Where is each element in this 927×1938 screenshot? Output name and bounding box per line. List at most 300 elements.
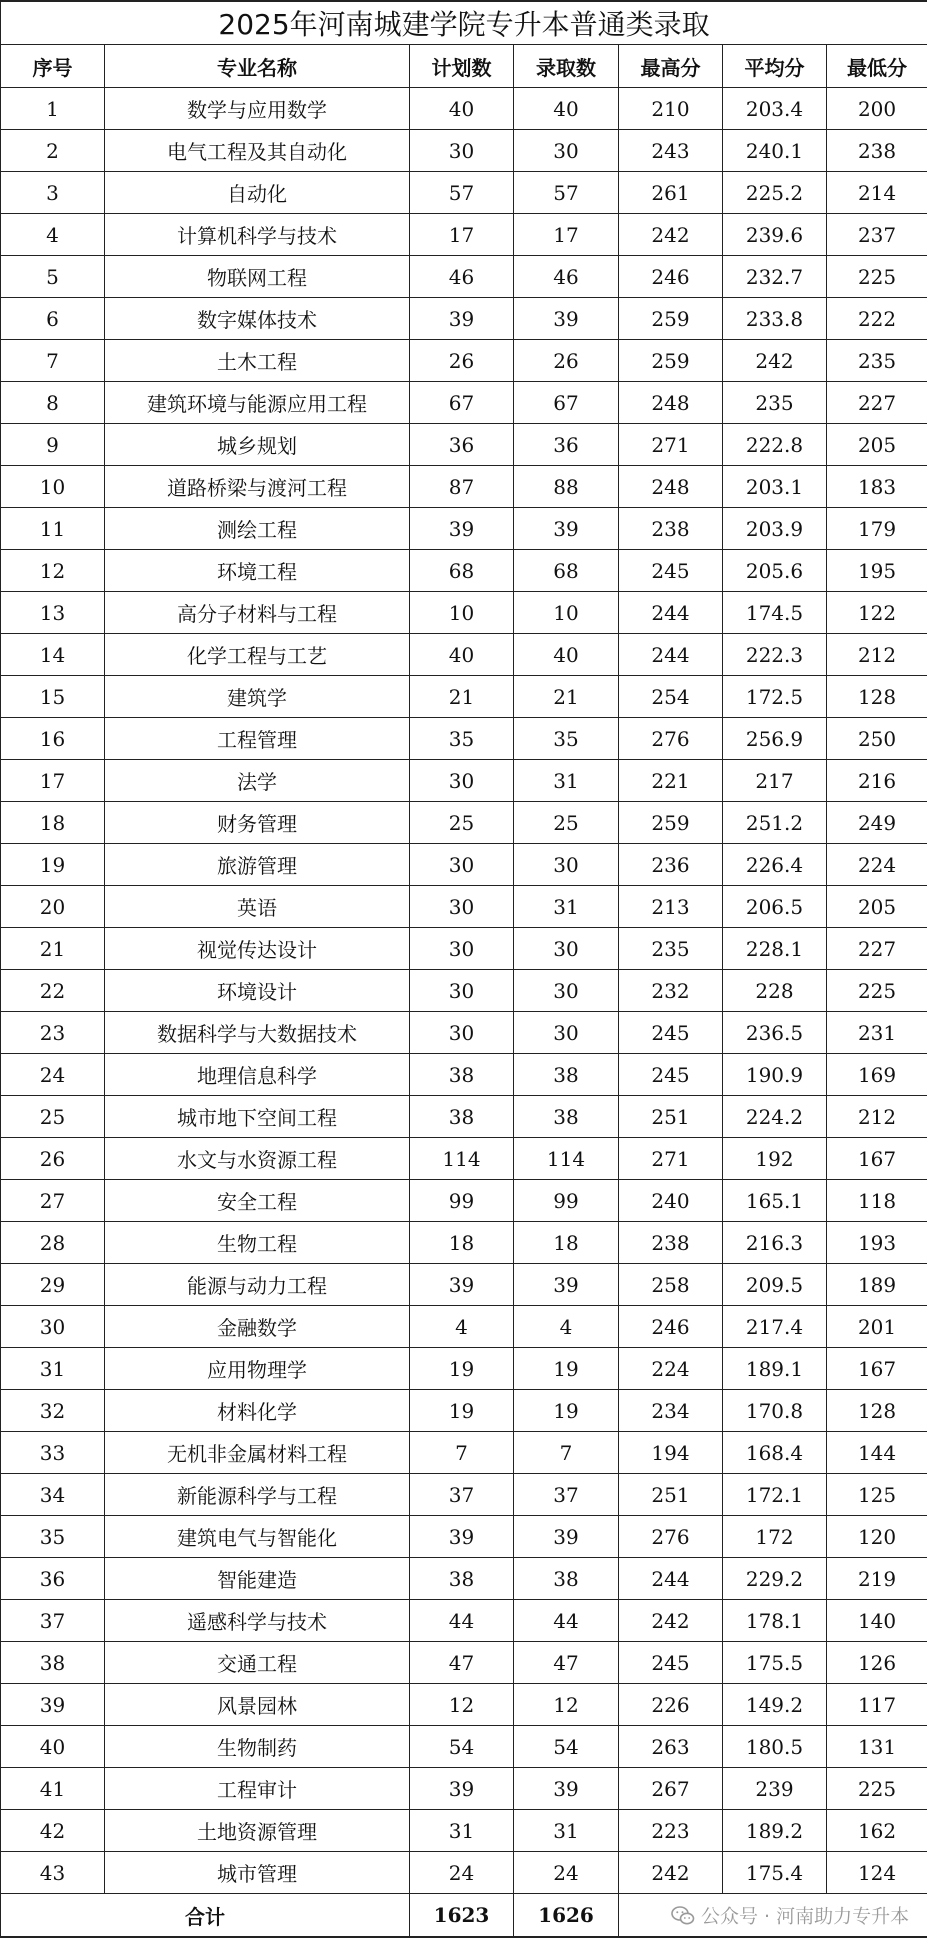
min-score-cell: 205 bbox=[827, 886, 927, 928]
planned-count-cell: 40 bbox=[410, 634, 514, 676]
major-name-cell: 安全工程 bbox=[105, 1180, 410, 1222]
min-score-cell: 195 bbox=[827, 550, 927, 592]
planned-count-cell: 67 bbox=[410, 382, 514, 424]
major-name-cell: 法学 bbox=[105, 760, 410, 802]
major-name-cell: 电气工程及其自动化 bbox=[105, 130, 410, 172]
min-score-cell: 144 bbox=[827, 1432, 927, 1474]
max-score-cell: 245 bbox=[619, 1054, 723, 1096]
min-score-cell: 225 bbox=[827, 256, 927, 298]
min-score-cell: 189 bbox=[827, 1264, 927, 1306]
planned-count-cell: 37 bbox=[410, 1474, 514, 1516]
column-header-major: 专业名称 bbox=[105, 45, 410, 88]
avg-score-cell: 217 bbox=[723, 760, 827, 802]
avg-score-cell: 170.8 bbox=[723, 1390, 827, 1432]
max-score-cell: 245 bbox=[619, 550, 723, 592]
index-cell: 28 bbox=[1, 1222, 105, 1264]
planned-count-cell: 19 bbox=[410, 1390, 514, 1432]
min-score-cell: 162 bbox=[827, 1810, 927, 1852]
table-row bbox=[1, 508, 927, 550]
major-name-cell: 遥感科学与技术 bbox=[105, 1600, 410, 1642]
avg-score-cell: 203.4 bbox=[723, 88, 827, 130]
planned-count-cell: 26 bbox=[410, 340, 514, 382]
planned-count-cell: 54 bbox=[410, 1726, 514, 1768]
planned-count-cell: 36 bbox=[410, 424, 514, 466]
index-cell: 1 bbox=[1, 88, 105, 130]
max-score-cell: 246 bbox=[619, 256, 723, 298]
planned-count-cell: 17 bbox=[410, 214, 514, 256]
avg-score-cell: 226.4 bbox=[723, 844, 827, 886]
min-score-cell: 167 bbox=[827, 1138, 927, 1180]
min-score-cell: 126 bbox=[827, 1642, 927, 1684]
table-row bbox=[1, 676, 927, 718]
avg-score-cell: 233.8 bbox=[723, 298, 827, 340]
max-score-cell: 223 bbox=[619, 1810, 723, 1852]
max-score-cell: 261 bbox=[619, 172, 723, 214]
admitted-count-cell: 30 bbox=[514, 928, 619, 970]
max-score-cell: 245 bbox=[619, 1642, 723, 1684]
max-score-cell: 244 bbox=[619, 1558, 723, 1600]
table-row bbox=[1, 592, 927, 634]
table-title: 2025年河南城建学院专升本普通类录取 bbox=[1, 1, 927, 45]
index-cell: 15 bbox=[1, 676, 105, 718]
admitted-count-cell: 35 bbox=[514, 718, 619, 760]
planned-count-cell: 38 bbox=[410, 1096, 514, 1138]
table-row bbox=[1, 466, 927, 508]
admitted-count-cell: 39 bbox=[514, 1516, 619, 1558]
min-score-cell: 238 bbox=[827, 130, 927, 172]
avg-score-cell: 174.5 bbox=[723, 592, 827, 634]
avg-score-cell: 209.5 bbox=[723, 1264, 827, 1306]
planned-count-cell: 114 bbox=[410, 1138, 514, 1180]
admitted-count-cell: 7 bbox=[514, 1432, 619, 1474]
table-row bbox=[1, 88, 927, 130]
avg-score-cell: 235 bbox=[723, 382, 827, 424]
table-row bbox=[1, 844, 927, 886]
table-row bbox=[1, 1642, 927, 1684]
planned-count-cell: 39 bbox=[410, 1264, 514, 1306]
max-score-cell: 251 bbox=[619, 1474, 723, 1516]
table-row bbox=[1, 886, 927, 928]
max-score-cell: 248 bbox=[619, 466, 723, 508]
planned-count-cell: 30 bbox=[410, 928, 514, 970]
admitted-count-cell: 37 bbox=[514, 1474, 619, 1516]
table-row bbox=[1, 718, 927, 760]
index-cell: 11 bbox=[1, 508, 105, 550]
planned-count-cell: 24 bbox=[410, 1852, 514, 1894]
avg-score-cell: 178.1 bbox=[723, 1600, 827, 1642]
table-row bbox=[1, 1096, 927, 1138]
table-row bbox=[1, 970, 927, 1012]
admitted-count-cell: 54 bbox=[514, 1726, 619, 1768]
min-score-cell: 227 bbox=[827, 928, 927, 970]
table-row bbox=[1, 1852, 927, 1894]
major-name-cell: 物联网工程 bbox=[105, 256, 410, 298]
title-row bbox=[1, 1, 927, 45]
column-header-max-score: 最高分 bbox=[619, 45, 723, 88]
min-score-cell: 212 bbox=[827, 1096, 927, 1138]
index-cell: 35 bbox=[1, 1516, 105, 1558]
min-score-cell: 118 bbox=[827, 1180, 927, 1222]
index-cell: 41 bbox=[1, 1768, 105, 1810]
planned-count-cell: 39 bbox=[410, 1768, 514, 1810]
avg-score-cell: 217.4 bbox=[723, 1306, 827, 1348]
index-cell: 34 bbox=[1, 1474, 105, 1516]
max-score-cell: 246 bbox=[619, 1306, 723, 1348]
admitted-count-cell: 30 bbox=[514, 1012, 619, 1054]
planned-count-cell: 31 bbox=[410, 1810, 514, 1852]
min-score-cell: 128 bbox=[827, 676, 927, 718]
planned-count-cell: 39 bbox=[410, 508, 514, 550]
avg-score-cell: 222.8 bbox=[723, 424, 827, 466]
table-row bbox=[1, 214, 927, 256]
major-name-cell: 计算机科学与技术 bbox=[105, 214, 410, 256]
min-score-cell: 237 bbox=[827, 214, 927, 256]
planned-count-cell: 12 bbox=[410, 1684, 514, 1726]
index-cell: 2 bbox=[1, 130, 105, 172]
index-cell: 25 bbox=[1, 1096, 105, 1138]
index-cell: 37 bbox=[1, 1600, 105, 1642]
major-name-cell: 道路桥梁与渡河工程 bbox=[105, 466, 410, 508]
major-name-cell: 能源与动力工程 bbox=[105, 1264, 410, 1306]
index-cell: 5 bbox=[1, 256, 105, 298]
max-score-cell: 271 bbox=[619, 1138, 723, 1180]
avg-score-cell: 224.2 bbox=[723, 1096, 827, 1138]
max-score-cell: 224 bbox=[619, 1348, 723, 1390]
wechat-icon bbox=[671, 1905, 695, 1925]
max-score-cell: 259 bbox=[619, 802, 723, 844]
max-score-cell: 242 bbox=[619, 1600, 723, 1642]
table-row bbox=[1, 1558, 927, 1600]
admitted-count-cell: 19 bbox=[514, 1348, 619, 1390]
avg-score-cell: 239 bbox=[723, 1768, 827, 1810]
column-header-planned: 计划数 bbox=[410, 45, 514, 88]
planned-count-cell: 30 bbox=[410, 130, 514, 172]
table-row bbox=[1, 256, 927, 298]
index-cell: 9 bbox=[1, 424, 105, 466]
admitted-count-cell: 38 bbox=[514, 1054, 619, 1096]
admitted-count-cell: 38 bbox=[514, 1096, 619, 1138]
major-name-cell: 风景园林 bbox=[105, 1684, 410, 1726]
admitted-count-cell: 31 bbox=[514, 1810, 619, 1852]
max-score-cell: 245 bbox=[619, 1012, 723, 1054]
index-cell: 31 bbox=[1, 1348, 105, 1390]
avg-score-cell: 228 bbox=[723, 970, 827, 1012]
table-row bbox=[1, 1600, 927, 1642]
admitted-count-cell: 19 bbox=[514, 1390, 619, 1432]
min-score-cell: 140 bbox=[827, 1600, 927, 1642]
major-name-cell: 自动化 bbox=[105, 172, 410, 214]
admitted-count-cell: 25 bbox=[514, 802, 619, 844]
admitted-count-cell: 67 bbox=[514, 382, 619, 424]
major-name-cell: 工程管理 bbox=[105, 718, 410, 760]
planned-count-cell: 99 bbox=[410, 1180, 514, 1222]
table-row bbox=[1, 1516, 927, 1558]
major-name-cell: 水文与水资源工程 bbox=[105, 1138, 410, 1180]
index-cell: 13 bbox=[1, 592, 105, 634]
admitted-count-cell: 24 bbox=[514, 1852, 619, 1894]
table-row bbox=[1, 1726, 927, 1768]
index-cell: 3 bbox=[1, 172, 105, 214]
index-cell: 39 bbox=[1, 1684, 105, 1726]
admitted-count-cell: 40 bbox=[514, 634, 619, 676]
column-header-admitted: 录取数 bbox=[514, 45, 619, 88]
max-score-cell: 240 bbox=[619, 1180, 723, 1222]
max-score-cell: 242 bbox=[619, 214, 723, 256]
avg-score-cell: 149.2 bbox=[723, 1684, 827, 1726]
index-cell: 8 bbox=[1, 382, 105, 424]
table-row bbox=[1, 1180, 927, 1222]
admitted-count-cell: 40 bbox=[514, 88, 619, 130]
table-row bbox=[1, 1222, 927, 1264]
min-score-cell: 225 bbox=[827, 970, 927, 1012]
max-score-cell: 235 bbox=[619, 928, 723, 970]
avg-score-cell: 172 bbox=[723, 1516, 827, 1558]
min-score-cell: 179 bbox=[827, 508, 927, 550]
admitted-count-cell: 46 bbox=[514, 256, 619, 298]
avg-score-cell: 242 bbox=[723, 340, 827, 382]
avg-score-cell: 232.7 bbox=[723, 256, 827, 298]
admitted-count-cell: 114 bbox=[514, 1138, 619, 1180]
min-score-cell: 205 bbox=[827, 424, 927, 466]
max-score-cell: 232 bbox=[619, 970, 723, 1012]
table-row bbox=[1, 424, 927, 466]
table-row bbox=[1, 928, 927, 970]
max-score-cell: 213 bbox=[619, 886, 723, 928]
admitted-count-cell: 31 bbox=[514, 760, 619, 802]
admitted-count-cell: 38 bbox=[514, 1558, 619, 1600]
min-score-cell: 169 bbox=[827, 1054, 927, 1096]
table-row bbox=[1, 1264, 927, 1306]
table-row bbox=[1, 802, 927, 844]
min-score-cell: 225 bbox=[827, 1768, 927, 1810]
column-header-avg-score: 平均分 bbox=[723, 45, 827, 88]
min-score-cell: 200 bbox=[827, 88, 927, 130]
index-cell: 23 bbox=[1, 1012, 105, 1054]
header-row bbox=[1, 45, 927, 88]
planned-count-cell: 46 bbox=[410, 256, 514, 298]
major-name-cell: 高分子材料与工程 bbox=[105, 592, 410, 634]
avg-score-cell: 175.4 bbox=[723, 1852, 827, 1894]
index-cell: 22 bbox=[1, 970, 105, 1012]
min-score-cell: 122 bbox=[827, 592, 927, 634]
planned-count-cell: 30 bbox=[410, 1012, 514, 1054]
major-name-cell: 城市地下空间工程 bbox=[105, 1096, 410, 1138]
avg-score-cell: 172.5 bbox=[723, 676, 827, 718]
admitted-count-cell: 26 bbox=[514, 340, 619, 382]
major-name-cell: 地理信息科学 bbox=[105, 1054, 410, 1096]
index-cell: 6 bbox=[1, 298, 105, 340]
major-name-cell: 材料化学 bbox=[105, 1390, 410, 1432]
min-score-cell: 250 bbox=[827, 718, 927, 760]
major-name-cell: 土地资源管理 bbox=[105, 1810, 410, 1852]
major-name-cell: 生物工程 bbox=[105, 1222, 410, 1264]
avg-score-cell: 251.2 bbox=[723, 802, 827, 844]
admitted-count-cell: 30 bbox=[514, 130, 619, 172]
avg-score-cell: 222.3 bbox=[723, 634, 827, 676]
min-score-cell: 120 bbox=[827, 1516, 927, 1558]
index-cell: 32 bbox=[1, 1390, 105, 1432]
min-score-cell: 231 bbox=[827, 1012, 927, 1054]
planned-count-cell: 57 bbox=[410, 172, 514, 214]
major-name-cell: 环境设计 bbox=[105, 970, 410, 1012]
min-score-cell: 117 bbox=[827, 1684, 927, 1726]
min-score-cell: 235 bbox=[827, 340, 927, 382]
planned-count-cell: 18 bbox=[410, 1222, 514, 1264]
major-name-cell: 建筑环境与能源应用工程 bbox=[105, 382, 410, 424]
major-name-cell: 数据科学与大数据技术 bbox=[105, 1012, 410, 1054]
table-row bbox=[1, 172, 927, 214]
index-cell: 4 bbox=[1, 214, 105, 256]
admitted-count-cell: 39 bbox=[514, 508, 619, 550]
table-row bbox=[1, 1306, 927, 1348]
planned-count-cell: 40 bbox=[410, 88, 514, 130]
admitted-count-cell: 12 bbox=[514, 1684, 619, 1726]
table-row bbox=[1, 1348, 927, 1390]
index-cell: 20 bbox=[1, 886, 105, 928]
table-row bbox=[1, 340, 927, 382]
table-row bbox=[1, 1474, 927, 1516]
min-score-cell: 222 bbox=[827, 298, 927, 340]
major-name-cell: 新能源科学与工程 bbox=[105, 1474, 410, 1516]
major-name-cell: 生物制药 bbox=[105, 1726, 410, 1768]
max-score-cell: 210 bbox=[619, 88, 723, 130]
major-name-cell: 城市管理 bbox=[105, 1852, 410, 1894]
avg-score-cell: 189.2 bbox=[723, 1810, 827, 1852]
table-row bbox=[1, 382, 927, 424]
min-score-cell: 212 bbox=[827, 634, 927, 676]
table-row bbox=[1, 1054, 927, 1096]
max-score-cell: 226 bbox=[619, 1684, 723, 1726]
min-score-cell: 124 bbox=[827, 1852, 927, 1894]
index-cell: 19 bbox=[1, 844, 105, 886]
table-row bbox=[1, 298, 927, 340]
avg-score-cell: 192 bbox=[723, 1138, 827, 1180]
major-name-cell: 应用物理学 bbox=[105, 1348, 410, 1390]
major-name-cell: 数学与应用数学 bbox=[105, 88, 410, 130]
admitted-count-cell: 39 bbox=[514, 298, 619, 340]
max-score-cell: 234 bbox=[619, 1390, 723, 1432]
admitted-count-cell: 17 bbox=[514, 214, 619, 256]
index-cell: 14 bbox=[1, 634, 105, 676]
table-row bbox=[1, 550, 927, 592]
admitted-count-cell: 57 bbox=[514, 172, 619, 214]
admitted-count-cell: 30 bbox=[514, 970, 619, 1012]
avg-score-cell: 172.1 bbox=[723, 1474, 827, 1516]
table-row bbox=[1, 1684, 927, 1726]
avg-score-cell: 236.5 bbox=[723, 1012, 827, 1054]
index-cell: 16 bbox=[1, 718, 105, 760]
max-score-cell: 238 bbox=[619, 1222, 723, 1264]
table-row bbox=[1, 1432, 927, 1474]
min-score-cell: 201 bbox=[827, 1306, 927, 1348]
planned-count-cell: 38 bbox=[410, 1558, 514, 1600]
admitted-count-cell: 30 bbox=[514, 844, 619, 886]
watermark-text: 公众号 · 河南助力专升本 bbox=[701, 1902, 909, 1929]
planned-count-cell: 35 bbox=[410, 718, 514, 760]
avg-score-cell: 180.5 bbox=[723, 1726, 827, 1768]
max-score-cell: 276 bbox=[619, 1516, 723, 1558]
planned-count-cell: 30 bbox=[410, 844, 514, 886]
major-name-cell: 智能建造 bbox=[105, 1558, 410, 1600]
min-score-cell: 219 bbox=[827, 1558, 927, 1600]
planned-count-cell: 21 bbox=[410, 676, 514, 718]
avg-score-cell: 203.9 bbox=[723, 508, 827, 550]
major-name-cell: 工程审计 bbox=[105, 1768, 410, 1810]
planned-count-cell: 30 bbox=[410, 760, 514, 802]
admitted-count-cell: 10 bbox=[514, 592, 619, 634]
avg-score-cell: 216.3 bbox=[723, 1222, 827, 1264]
max-score-cell: 194 bbox=[619, 1432, 723, 1474]
table-row bbox=[1, 1390, 927, 1432]
max-score-cell: 236 bbox=[619, 844, 723, 886]
planned-count-cell: 7 bbox=[410, 1432, 514, 1474]
table-row bbox=[1, 1138, 927, 1180]
avg-score-cell: 229.2 bbox=[723, 1558, 827, 1600]
avg-score-cell: 168.4 bbox=[723, 1432, 827, 1474]
planned-count-cell: 19 bbox=[410, 1348, 514, 1390]
major-name-cell: 化学工程与工艺 bbox=[105, 634, 410, 676]
max-score-cell: 259 bbox=[619, 340, 723, 382]
avg-score-cell: 175.5 bbox=[723, 1642, 827, 1684]
min-score-cell: 128 bbox=[827, 1390, 927, 1432]
major-name-cell: 视觉传达设计 bbox=[105, 928, 410, 970]
avg-score-cell: 165.1 bbox=[723, 1180, 827, 1222]
major-name-cell: 财务管理 bbox=[105, 802, 410, 844]
admitted-count-cell: 21 bbox=[514, 676, 619, 718]
avg-score-cell: 190.9 bbox=[723, 1054, 827, 1096]
planned-count-cell: 44 bbox=[410, 1600, 514, 1642]
table-row bbox=[1, 130, 927, 172]
planned-count-cell: 30 bbox=[410, 970, 514, 1012]
planned-count-cell: 87 bbox=[410, 466, 514, 508]
major-name-cell: 无机非金属材料工程 bbox=[105, 1432, 410, 1474]
total-admitted-count: 1626 bbox=[514, 1894, 619, 1938]
max-score-cell: 242 bbox=[619, 1852, 723, 1894]
major-name-cell: 测绘工程 bbox=[105, 508, 410, 550]
admitted-count-cell: 47 bbox=[514, 1642, 619, 1684]
avg-score-cell: 189.1 bbox=[723, 1348, 827, 1390]
planned-count-cell: 25 bbox=[410, 802, 514, 844]
min-score-cell: 216 bbox=[827, 760, 927, 802]
index-cell: 38 bbox=[1, 1642, 105, 1684]
min-score-cell: 125 bbox=[827, 1474, 927, 1516]
major-name-cell: 土木工程 bbox=[105, 340, 410, 382]
max-score-cell: 271 bbox=[619, 424, 723, 466]
avg-score-cell: 240.1 bbox=[723, 130, 827, 172]
major-name-cell: 金融数学 bbox=[105, 1306, 410, 1348]
watermark bbox=[671, 1902, 909, 1929]
planned-count-cell: 10 bbox=[410, 592, 514, 634]
min-score-cell: 193 bbox=[827, 1222, 927, 1264]
index-cell: 7 bbox=[1, 340, 105, 382]
index-cell: 17 bbox=[1, 760, 105, 802]
index-cell: 30 bbox=[1, 1306, 105, 1348]
index-cell: 10 bbox=[1, 466, 105, 508]
min-score-cell: 249 bbox=[827, 802, 927, 844]
footer-cell bbox=[619, 1894, 927, 1938]
min-score-cell: 224 bbox=[827, 844, 927, 886]
planned-count-cell: 68 bbox=[410, 550, 514, 592]
admitted-count-cell: 44 bbox=[514, 1600, 619, 1642]
total-label: 合计 bbox=[1, 1894, 410, 1938]
index-cell: 29 bbox=[1, 1264, 105, 1306]
table-row bbox=[1, 1810, 927, 1852]
index-cell: 27 bbox=[1, 1180, 105, 1222]
column-header-index: 序号 bbox=[1, 45, 105, 88]
min-score-cell: 183 bbox=[827, 466, 927, 508]
avg-score-cell: 256.9 bbox=[723, 718, 827, 760]
index-cell: 42 bbox=[1, 1810, 105, 1852]
